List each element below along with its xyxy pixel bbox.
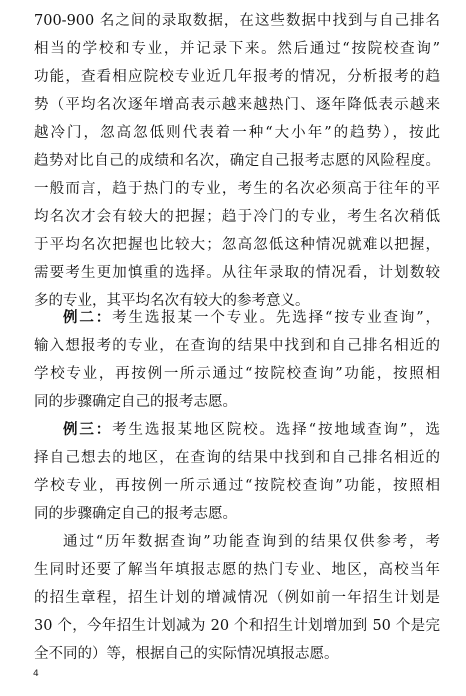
example2-label: 例二：: [63, 309, 113, 326]
paragraph-line: 于平均名次把握也比较大；忽高忽低这种情况就难以把握，: [34, 237, 440, 253]
paragraph-line: 学校专业，再按例一所示通过“按院校查询”功能，按照相: [34, 478, 440, 494]
page-number: 4: [33, 669, 39, 679]
paragraph-line: 30 个，今年招生计划减为 20 个和招生计划增加到 50 个是完: [34, 618, 440, 634]
paragraph-line: 越冷门，忽高忽低则代表着一种“大小年”的趋势），按此: [34, 125, 440, 141]
paragraph-line: 输入想报考的专业，在查询的结果中找到和自己排名相近的: [34, 338, 440, 354]
paragraph-line: 相当的学校和专业，并记录下来。然后通过“按院校查询”: [34, 41, 440, 57]
paragraph-line: 势（平均名次逐年增高表示越来越热门、逐年降低表示越来: [34, 97, 440, 113]
paragraph-line: 的招生章程，招生计划的增减情况（例如前一年招生计划是: [34, 590, 440, 606]
paragraph-line: 一般而言，趋于热门的专业，考生的名次必须高于往年的平: [34, 181, 440, 197]
paragraph-line: 生同时还要了解当年填报志愿的热门专业、地区，高校当年: [34, 562, 440, 578]
example2-first-line: [34, 305, 440, 331]
paragraph-line: 均名次才会有较大的把握；趋于冷门的专业，考生名次稍低: [34, 209, 440, 225]
example3-first-line: [34, 417, 440, 443]
paragraph-line: 同的步骤确定自己的报考志愿。: [34, 394, 237, 410]
paragraph-line: 全不同的）等，根据自己的实际情况填报志愿。: [34, 646, 339, 662]
paragraph-line: 趋势对比自己的成绩和名次，确定自己报考志愿的风险程度。: [34, 153, 440, 169]
paragraph-line: 700-900 名之间的录取数据，在这些数据中找到与自己排名: [34, 13, 440, 29]
paragraph-line: 需要考生更加慎重的选择。从往年录取的情况看，计划数较: [34, 265, 440, 281]
paragraph-line: 同的步骤确定自己的报考志愿。: [34, 506, 237, 522]
paragraph-line: 学校专业，再按例一所示通过“按院校查询”功能，按照相: [34, 366, 440, 382]
paragraph-line: 择自己想去的地区，在查询的结果中找到和自己排名相近的: [34, 450, 440, 466]
paragraph-line: 功能，查看相应院校专业近几年报考的情况，分析报考的趋: [34, 69, 440, 85]
example2-first-text: 考生选报某一个专业。先选择“按专业查询”，: [112, 310, 440, 326]
paragraph-line: 通过“历年数据查询”功能查询到的结果仅供参考，考: [63, 534, 440, 550]
paragraph-line: 多的专业，其平均名次有较大的参考意义。: [34, 293, 310, 309]
example3-first-text: 考生选报某地区院校。选择“按地域查询”，选: [112, 422, 440, 438]
example3-label: 例三：: [63, 421, 113, 438]
